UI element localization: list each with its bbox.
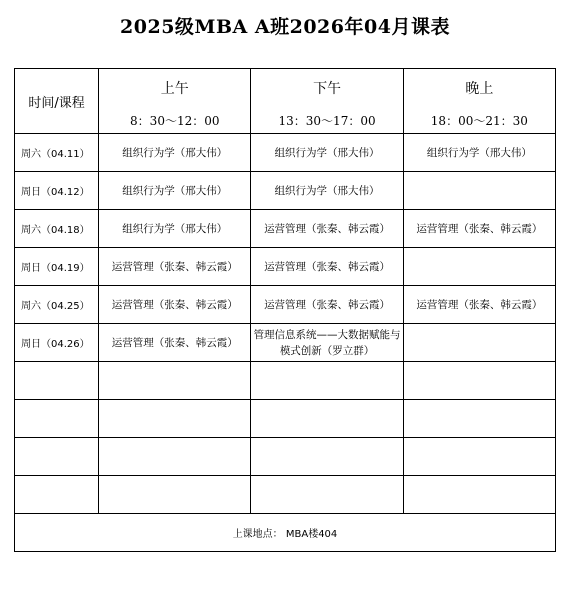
schedule-row — [15, 286, 556, 324]
header-row — [15, 69, 556, 134]
morning-cell — [99, 400, 251, 438]
morning-cell — [99, 362, 251, 400]
morning-cell — [99, 476, 251, 514]
schedule-table — [14, 68, 556, 552]
period-name: 晚上 — [465, 80, 494, 97]
evening-cell — [403, 400, 555, 438]
evening-cell — [403, 476, 555, 514]
date-cell — [15, 476, 99, 514]
date-cell: 周日（04.19） — [15, 248, 99, 286]
evening-cell: 运营管理（张秦、韩云霞） — [403, 286, 555, 324]
schedule-title: 2025级MBA A班2026年04月课表 — [120, 16, 450, 38]
schedule-row — [15, 438, 556, 476]
period-time: 13：30～17：00 — [278, 113, 376, 128]
date-cell — [15, 400, 99, 438]
schedule-row — [15, 210, 556, 248]
schedule-row — [15, 362, 556, 400]
evening-cell — [403, 438, 555, 476]
afternoon-cell: 运营管理（张秦、韩云霞） — [251, 286, 403, 324]
afternoon-cell: 组织行为学（邢大伟） — [251, 172, 403, 210]
schedule-row — [15, 248, 556, 286]
date-cell — [15, 362, 99, 400]
schedule-row — [15, 134, 556, 172]
date-cell — [15, 438, 99, 476]
afternoon-cell — [251, 400, 403, 438]
evening-cell — [403, 248, 555, 286]
date-cell: 周六（04.18） — [15, 210, 99, 248]
afternoon-cell — [251, 476, 403, 514]
class-location: 上课地点： MBA楼404 — [15, 514, 556, 552]
afternoon-cell: 运营管理（张秦、韩云霞） — [251, 210, 403, 248]
date-cell: 周六（04.11） — [15, 134, 99, 172]
date-cell: 周日（04.12） — [15, 172, 99, 210]
morning-cell: 组织行为学（邢大伟） — [99, 172, 251, 210]
schedule-row — [15, 172, 556, 210]
date-cell: 周六（04.25） — [15, 286, 99, 324]
afternoon-cell: 运营管理（张秦、韩云霞） — [251, 248, 403, 286]
schedule-row — [15, 324, 556, 362]
period-time: 18：00～21：30 — [430, 113, 528, 128]
afternoon-cell — [251, 362, 403, 400]
period-header-morning — [99, 69, 251, 134]
period-time: 8：30～12：00 — [130, 113, 220, 128]
afternoon-cell: 组织行为学（邢大伟） — [251, 134, 403, 172]
schedule-row — [15, 400, 556, 438]
evening-cell: 组织行为学（邢大伟） — [403, 134, 555, 172]
evening-cell — [403, 324, 555, 362]
period-name: 下午 — [313, 80, 342, 97]
morning-cell: 组织行为学（邢大伟） — [99, 210, 251, 248]
corner-header: 时间/课程 — [15, 69, 99, 134]
morning-cell: 运营管理（张秦、韩云霞） — [99, 248, 251, 286]
period-name: 上午 — [160, 80, 189, 97]
morning-cell: 运营管理（张秦、韩云霞） — [99, 324, 251, 362]
period-header-evening — [403, 69, 555, 134]
afternoon-cell — [251, 438, 403, 476]
evening-cell: 运营管理（张秦、韩云霞） — [403, 210, 555, 248]
period-header-afternoon — [251, 69, 403, 134]
date-cell: 周日（04.26） — [15, 324, 99, 362]
afternoon-cell: 管理信息系统——大数据赋能与模式创新（罗立群） — [251, 324, 403, 362]
morning-cell — [99, 438, 251, 476]
footer-row — [15, 514, 556, 552]
evening-cell — [403, 172, 555, 210]
schedule-row — [15, 476, 556, 514]
evening-cell — [403, 362, 555, 400]
morning-cell: 运营管理（张秦、韩云霞） — [99, 286, 251, 324]
morning-cell: 组织行为学（邢大伟） — [99, 134, 251, 172]
